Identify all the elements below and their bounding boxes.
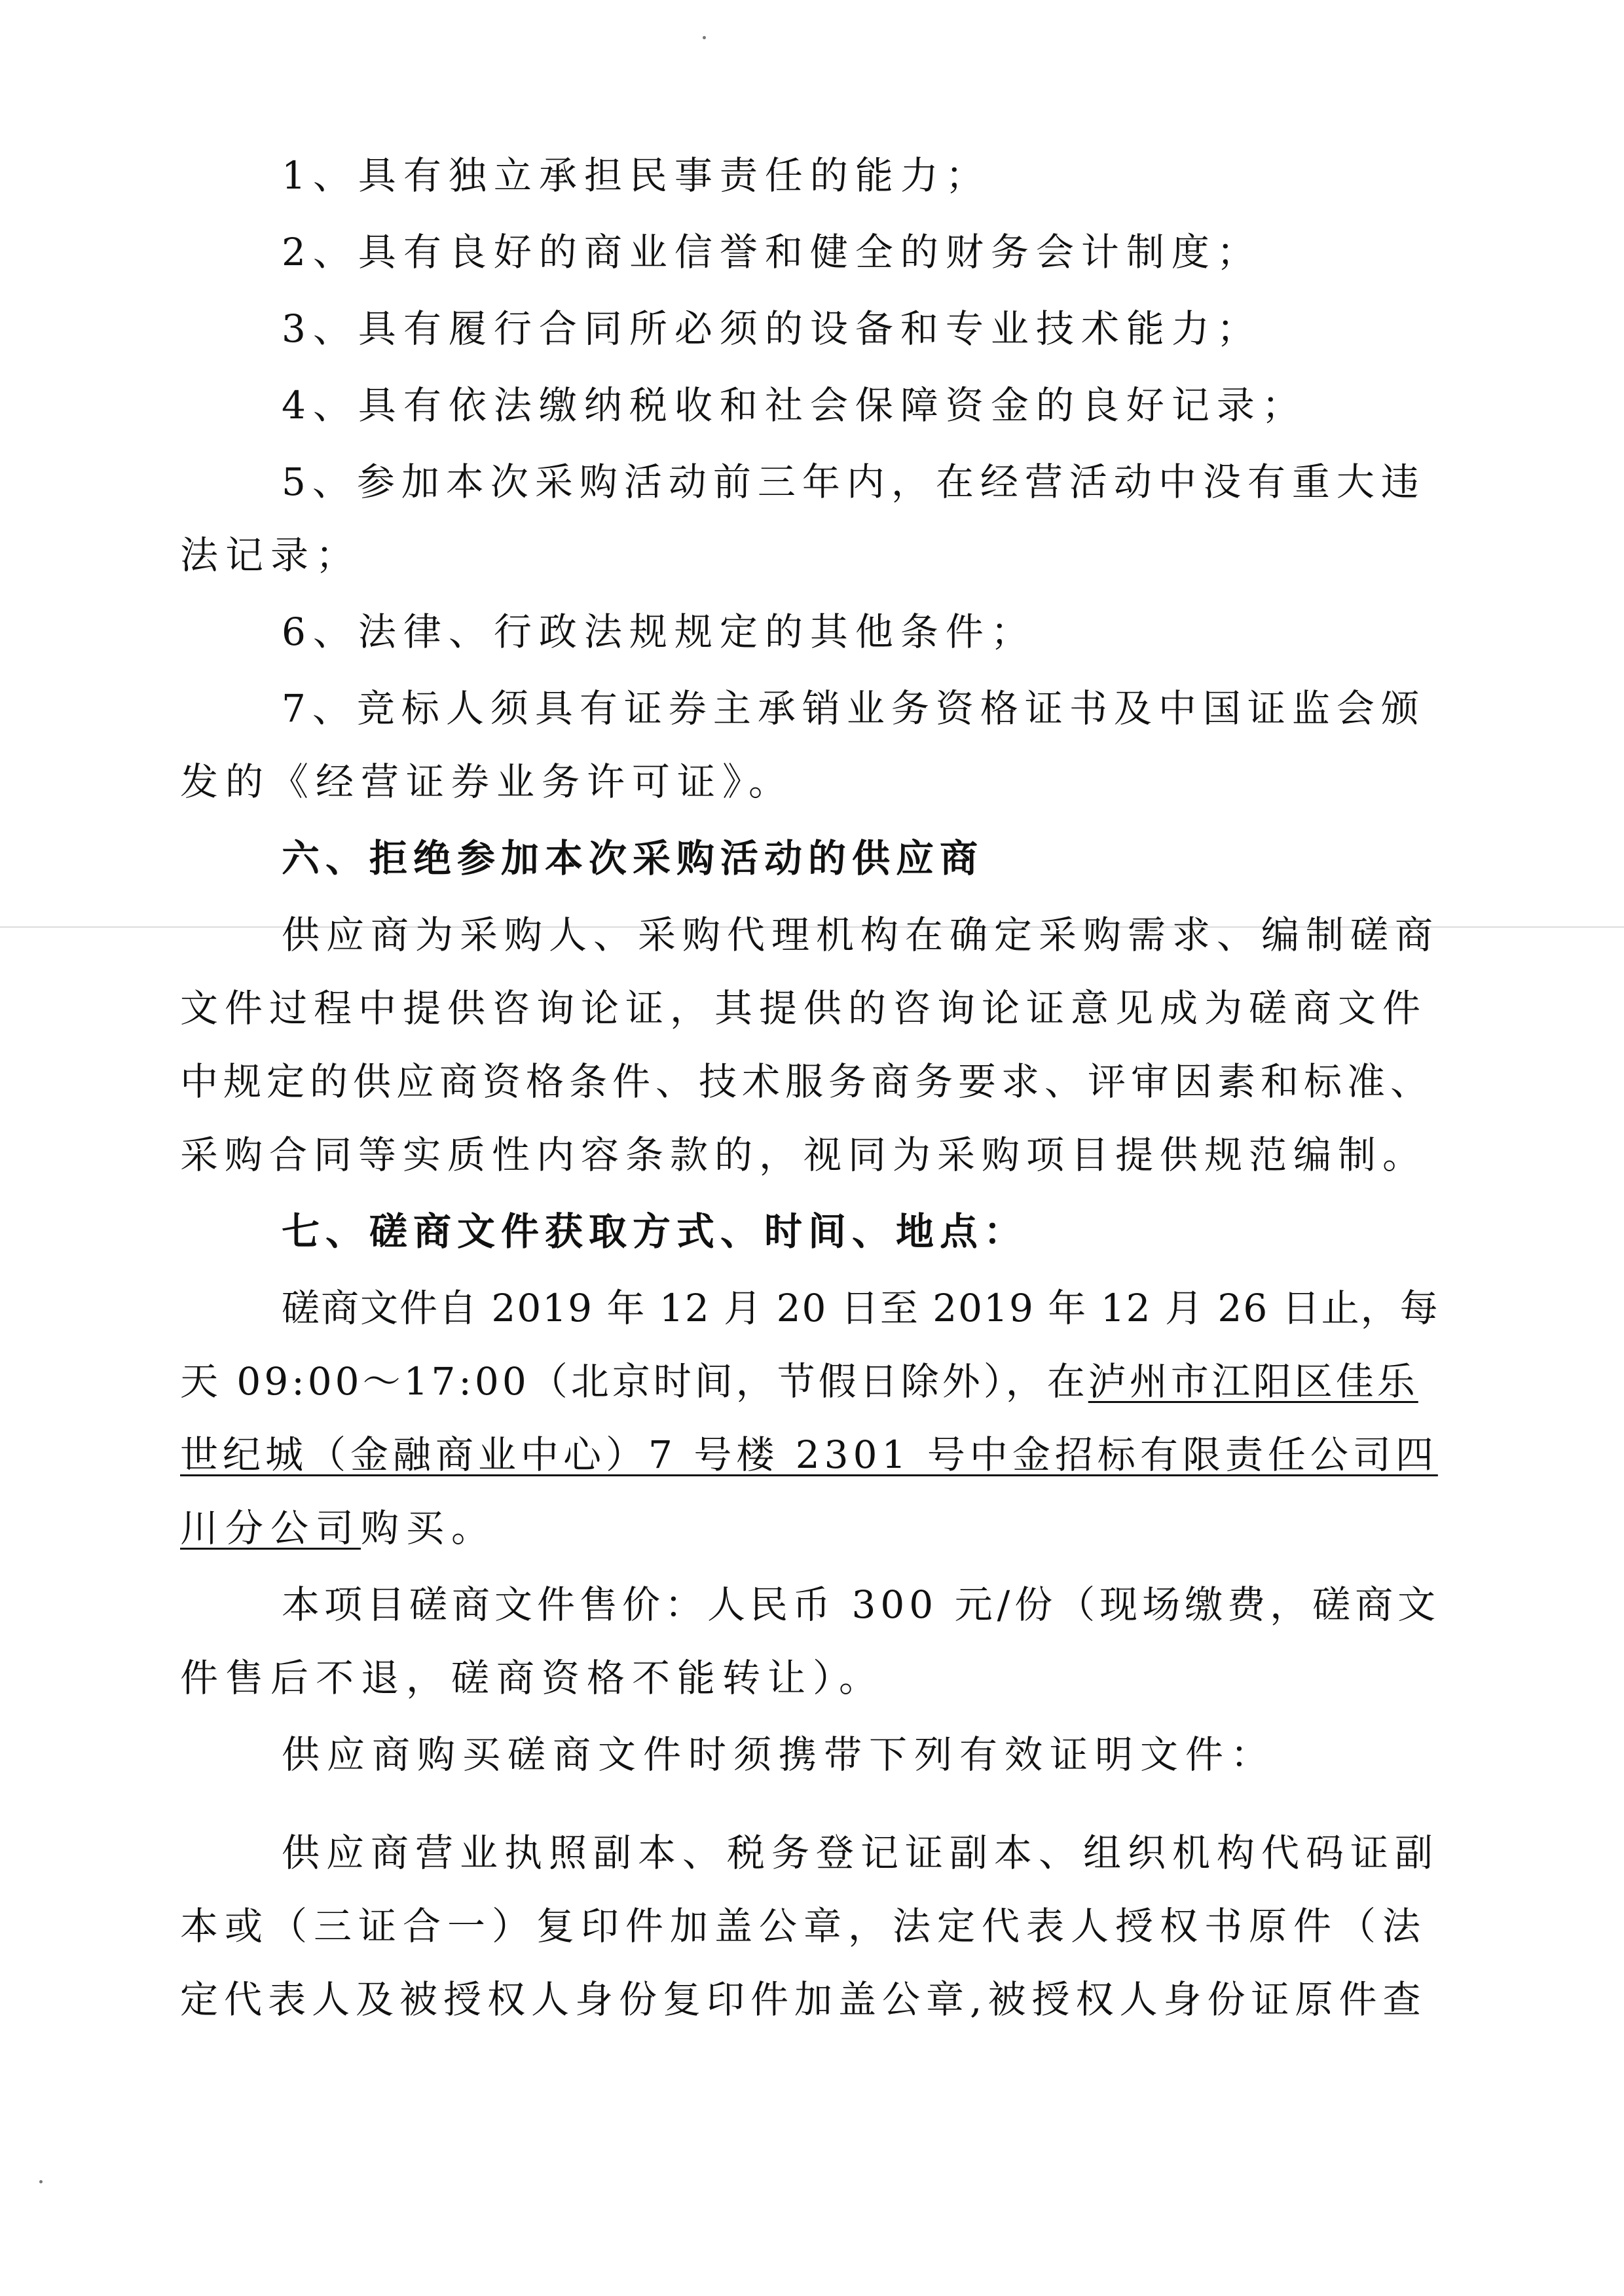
requirement-7-line-2: 发的《经营证券业务许可证》。	[180, 759, 794, 804]
documents-list-line-1: 供应商营业执照副本、税务登记证副本、组织机构代码证副	[282, 1831, 1440, 1875]
documents-list-line-3: 定代表人及被授权人身份复印件加盖公章,被授权人身份证原件查	[180, 1977, 1427, 2022]
section-6-heading: 六、拒绝参加本次采购活动的供应商	[282, 836, 984, 881]
documents-list-line-2: 本或（三证合一）复印件加盖公章，法定代表人授权书原件（法	[180, 1904, 1428, 1948]
requirement-7-line-1: 7、竞标人须具有证券主承销业务资格证书及中国证监会颁	[282, 686, 1426, 731]
section-6-para-line-3: 中规定的供应商资格条件、技术服务商务要求、评审因素和标准、	[180, 1059, 1434, 1104]
address-underlined-3: 川分公司	[180, 1506, 361, 1550]
section-7-para-line-2	[180, 1355, 1418, 1408]
section-7-para-line-1: 磋商文件自 2019 年 12 月 20 日至 2019 年 12 月 26 日止，每	[282, 1286, 1439, 1330]
purchase-text: 购买。	[361, 1506, 497, 1550]
price-line-2: 件售后不退，磋商资格不能转让）。	[180, 1656, 885, 1700]
section-6-para-line-1: 供应商为采购人、采购代理机构在确定采购需求、编制磋商	[282, 913, 1440, 957]
requirement-6: 6、法律、行政法规规定的其他条件；	[282, 610, 1036, 654]
requirement-5-line-1: 5、参加本次采购活动前三年内，在经营活动中没有重大违	[282, 460, 1426, 504]
section-7-para-line-3	[180, 1429, 1438, 1481]
section-6-para-line-4: 采购合同等实质性内容条款的，视同为采购项目提供规范编制。	[180, 1133, 1428, 1177]
requirement-4: 4、具有依法缴纳税收和社会保障资金的良好记录；	[282, 383, 1307, 428]
price-line-1: 本项目磋商文件售价：人民币 300 元/份（现场缴费，磋商文	[282, 1582, 1441, 1627]
requirement-3: 3、具有履行合同所必须的设备和专业技术能力；	[282, 306, 1262, 351]
section-7-para-line-4	[180, 1502, 496, 1554]
scan-speck	[39, 2180, 43, 2183]
requirement-5-line-2: 法记录；	[180, 533, 361, 577]
scan-speck	[703, 36, 706, 39]
requirement-1: 1、具有独立承担民事责任的能力；	[282, 153, 991, 198]
section-7-heading: 七、磋商文件获取方式、时间、地点：	[282, 1209, 1028, 1254]
address-underlined-2: 世纪城（金融商业中心）7 号楼 2301 号中金招标有限责任公司四	[180, 1432, 1438, 1477]
address-underlined-1: 泸州市江阳区佳乐	[1088, 1359, 1418, 1404]
documents-required-heading: 供应商购买磋商文件时须携带下列有效证明文件：	[282, 1732, 1276, 1777]
requirement-2: 2、具有良好的商业信誉和健全的财务会计制度；	[282, 230, 1262, 274]
section-6-para-line-2: 文件过程中提供咨询论证，其提供的咨询论证意见成为磋商文件	[180, 986, 1428, 1030]
hours-text: 天 09:00～17:00（北京时间，节假日除外），在	[180, 1359, 1088, 1404]
